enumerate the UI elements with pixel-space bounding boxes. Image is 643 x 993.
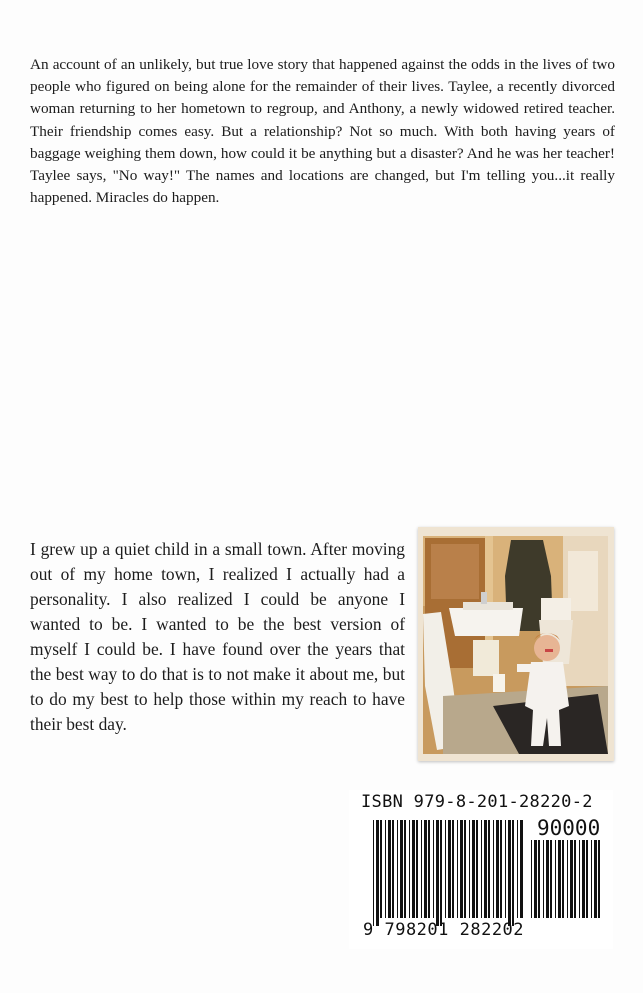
barcode-bar <box>582 840 585 918</box>
barcode-bar <box>555 840 556 918</box>
barcode-bar <box>400 820 403 918</box>
barcode-bar <box>428 820 430 918</box>
barcode-bar <box>452 820 454 918</box>
author-bio: I grew up a quiet child in a small town. After moving out of my home town, I realized I actually had a personality. I also realized I could be anyone I wanted to be. I wanted to be the best version of myself I could be. I have found over the years that the best way to do that is to not make it about me, but to do my best to help those within my reach to have their best day. <box>30 539 405 734</box>
barcode-bar <box>448 820 451 918</box>
author-childhood-photo <box>418 527 614 761</box>
barcode-bar <box>412 820 415 918</box>
barcode-bar <box>380 820 382 918</box>
barcode-bar <box>567 840 568 918</box>
barcode-bar <box>538 840 540 918</box>
barcode-bar <box>558 840 561 918</box>
barcode-bar <box>469 820 470 918</box>
barcode-bar <box>574 840 576 918</box>
barcode-bar <box>476 820 478 918</box>
barcode-bar <box>392 820 394 918</box>
barcode-bar <box>484 820 487 918</box>
barcode-bar <box>534 840 537 918</box>
barcode-bar <box>373 820 374 926</box>
barcode-bar <box>562 840 564 918</box>
barcode-bar <box>460 820 463 918</box>
barcode-bar <box>457 820 458 918</box>
barcode-bar <box>500 820 502 918</box>
barcode-bar <box>517 820 518 918</box>
barcode-bar <box>481 820 482 918</box>
barcode-bar <box>512 820 514 926</box>
barcode-bar <box>409 820 410 918</box>
barcode-bar <box>385 820 386 918</box>
book-blurb: An account of an unlikely, but true love story that happened against the odds in the lives of two people who figured on being alone for the remainder of their lives. Taylee, a recently divorced woman returning to her hometown to regroup, and Anthony, a newly widowed retired teacher. Their friendship comes easy. But a relationship? Not so much. With both having years of baggage weighing them down, how could it be anything but a disaster? And he was her teacher! Taylee says, "No way!" The names and locations are changed, but I'm telling you...it really happened. Miracles do happen. <box>30 56 615 207</box>
barcode-bar <box>586 840 588 918</box>
barcode-bar <box>496 820 499 918</box>
barcode-bar <box>570 840 573 918</box>
barcode-bar <box>416 820 418 918</box>
barcode-bar <box>404 820 406 918</box>
isbn-label: ISBN 979-8-201-28220-2 <box>361 792 593 812</box>
bathroom-photo-image <box>423 536 608 754</box>
barcode-bar <box>488 820 490 918</box>
barcode-bar <box>505 820 506 918</box>
barcode-bar <box>531 840 532 918</box>
price-code: 90000 <box>537 816 601 840</box>
barcode-bar <box>388 820 391 918</box>
isbn-barcode <box>349 790 613 949</box>
barcode-bar <box>508 820 511 926</box>
barcode-bar <box>424 820 427 918</box>
barcode-bar <box>493 820 494 918</box>
barcode-bar <box>464 820 466 918</box>
barcode-bar <box>472 820 475 918</box>
barcode-bar <box>376 820 379 926</box>
barcode-bar <box>550 840 552 918</box>
barcode-bar <box>440 820 442 926</box>
barcode-bar <box>397 820 398 918</box>
barcode-bar <box>445 820 446 918</box>
ean-digits: 9 798201 282202 <box>363 920 525 940</box>
barcode-bar <box>546 840 549 918</box>
barcode-bar <box>433 820 434 918</box>
barcode-bar <box>579 840 580 918</box>
barcode-bar <box>543 840 544 918</box>
barcode-bar <box>594 840 597 918</box>
barcode-bar <box>591 840 592 918</box>
barcode-bar <box>421 820 422 918</box>
barcode-bar <box>520 820 523 918</box>
barcode-bar <box>598 840 600 918</box>
barcode-bar <box>436 820 439 926</box>
